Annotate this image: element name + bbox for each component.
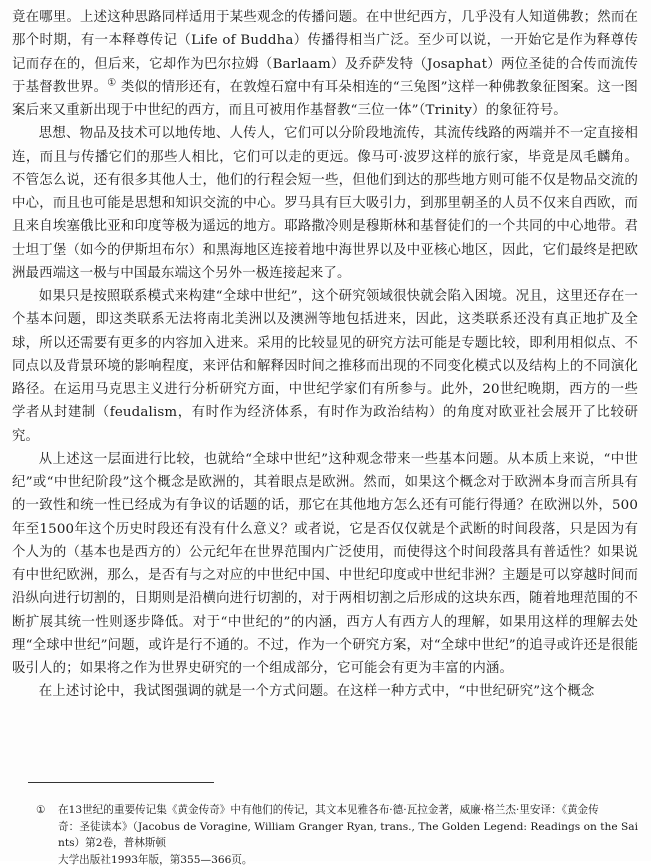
body-text [12,6,638,704]
paragraph-5: 在上述讨论中，我试图强调的就是一个方式问题。在这样一种方式中，“中世纪研究”这个概念 [12,680,638,703]
paragraph-1-text-continued: 类似的情形还有，在敦煌石窟中有耳朵相连的“三兔图”这样一种佛教象征图案。这一图案后来又重新出现于中世纪的西方，而且可被用作基督教“三位一体”（Trinity）的象征符号。 [12,80,638,118]
footnote-reference-mark[interactable]: ① [107,77,116,88]
footnote-line-1: 在13世纪的重要传记集《黄金传奇》中有他们的传记，其文本见雅各布·德·瓦拉金著，威廉·格兰杰·里安译：《黄金传 [58,804,599,816]
paragraph-4: 从上述这一层面进行比较，也就给“全球中世纪”这种观念带来一些基本问题。从本质上来说，“中世纪”或“中世纪阶段”这个概念是欧洲的，其着眼点是欧洲。然而，如果这个概念对于欧洲本身而言所具有的一致性和统一性已经成为有争议的话题的话，那它在其他地方怎么还有可能行得通？在欧洲以外，500年至1500年这个历史时段还有没有什么意义？或者说，它是否仅仅就是个武断的时间段落，只是因为有个人为的（基本也是西方的）公元纪年在世界范围内广泛使用，而使得这个时间段落具有普适性？如果说有中世纪欧洲，那么，是否有与之对应的中世纪中国、中世纪印度或中世纪非洲？主题是可以穿越时间而沿纵向进行切割的，日期则是沿横向进行切割的，对于两相切割之后形成的这块东西，随着地理范围的不断扩展其统一性则逐步降低。对于“中世纪的”的内涵，西方人有西方人的理解，如果用这样的理解去处理“全球中世纪”问题，或许是行不通的。不过，作为一个研究方案，对“全球中世纪”的追寻或许还是很能吸引人的；如果将之作为世界史研究的一个组成部分，它可能会有更为丰富的内涵。 [12,448,638,681]
paragraph-1 [12,6,638,122]
footnote-line-3: 大学出版社1993年版，第355—366页。 [28,852,638,868]
footnote [28,802,638,868]
paragraph-3: 如果只是按照联系模式来构建“全球中世纪”，这个研究领域很快就会陷入困境。况且，这里还存在一个基本问题，即这类联系无法将南北美洲以及澳洲等地包括进来，因此，这类联系还没有真正地扩及全球，所以还需要有更多的内容加入进来。采用的比较显见的研究方法可能是专题比较，即利用相似点、不同点以及背景环境的影响程度，来评估和解释因时间之推移而出现的不同变化模式以及结构上的不同演化路径。在运用马克思主义进行分析研究方面，中世纪学家们有所参与。此外，20世纪晚期，西方的一些学者从封建制（feudalism，有时作为经济体系，有时作为政治结构）的角度对欧亚社会展开了比较研究。 [12,285,638,448]
footnote-line-2: 奇：圣徒读本》（Jacobus de Voragine, William Granger Ryan, trans., The Golden Legend: Readings on the Saints）第2卷，普林斯顿 [28,819,638,852]
footnote-divider [28,782,214,783]
paragraph-1-text: 竟在哪里。上述这种思路同样适用于某些观念的传播问题。在中世纪西方，几乎没有人知道佛教；然而在那个时期，有一本释尊传记（Life of Buddha）传播得相当广泛。至少可以说，一开始它是作为释尊传记而存在的，但后来，它却作为巴尔拉姆（Barlaam）及乔萨发特（Josaphat）两位圣徒的合传而流传于基督教世界。 [12,10,638,95]
footnote-number: ① [36,802,58,819]
paragraph-2: 思想、物品及技术可以地传地、人传人，它们可以分阶段地流传，其流传线路的两端并不一定直接相连，而且与传播它们的那些人相比，它们可以走的更远。像马可·波罗这样的旅行家，毕竟是凤毛麟角。不管怎么说，还有很多其他人士，他们的行程会短一些，但他们到达的那些地方则可能不仅是物品交流的中心，而且也可能是思想和知识交流的中心。罗马具有巨大吸引力，到那里朝圣的人员不仅来自西欧，而且来自埃塞俄比亚和印度等极为遥远的地方。耶路撒冷则是穆斯林和基督徒们的一个共同的中心地带。君士坦丁堡（如今的伊斯坦布尔）和黑海地区连接着地中海世界以及中亚核心地区，因此，它们最终是把欧洲最西端这一极与中国最东端这个另外一极连接起来了。 [12,122,638,285]
